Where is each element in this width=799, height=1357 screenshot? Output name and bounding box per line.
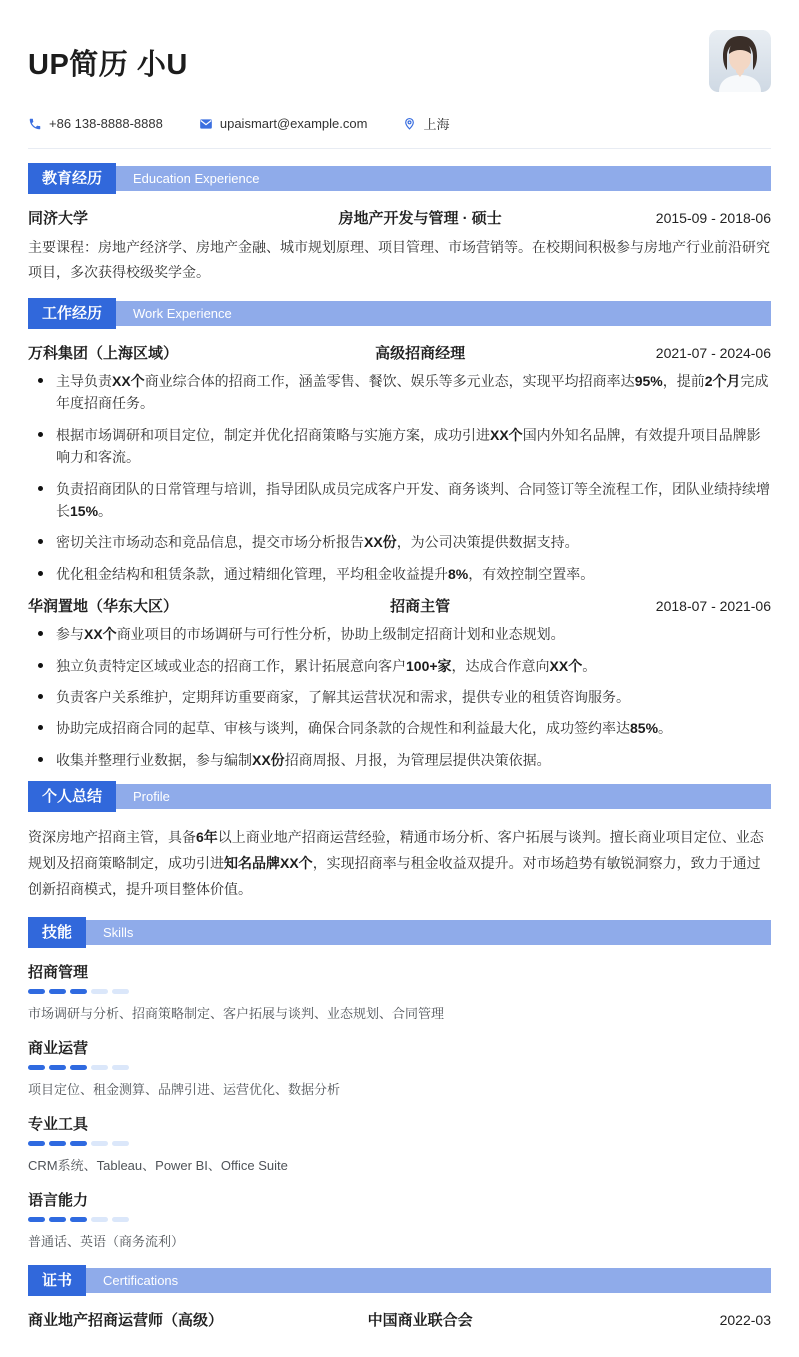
section-header-work: [28, 298, 771, 329]
skill-pill-empty: [91, 1217, 108, 1222]
job-entry-row: [28, 595, 771, 616]
skill-pill-filled: [49, 1065, 66, 1070]
resume-header: [28, 30, 771, 92]
education-entry-row: [28, 207, 771, 228]
bullet-dot: [38, 725, 43, 730]
job-bullet: [28, 717, 771, 739]
bullet-dot: [38, 378, 43, 383]
bullet-text: 收集并整理行业数据，参与编制XX份招商周报、月报，为管理层提供决策依据。: [56, 751, 551, 768]
skill-item: [28, 1037, 771, 1098]
bullet-dot: [38, 663, 43, 668]
section-title-zh: 证书: [28, 1265, 86, 1296]
skill-level-bar: [28, 1065, 771, 1070]
contact-location: [403, 114, 449, 133]
location-pin-icon: [403, 117, 416, 131]
bullet-dot: [38, 757, 43, 762]
certification-name: 商业地产招商运营师（高级）: [28, 1311, 224, 1329]
header-divider: [28, 148, 771, 149]
skill-item: [28, 1113, 771, 1174]
bullet-dot: [38, 631, 43, 636]
phone-number: +86 138-8888-8888: [49, 116, 163, 131]
degree-major: 房地产开发与管理 · 硕士: [338, 210, 502, 227]
bullet-dot: [38, 432, 43, 437]
phone-icon: [28, 117, 42, 131]
education-description: 主要课程：房地产经济学、房地产金融、城市规划原理、项目管理、市场营销等。在校期间积极参与房地产行业前沿研究项目，多次获得校级奖学金。: [28, 239, 770, 280]
bullet-text: 密切关注市场动态和竞品信息，提交市场分析报告XX份，为公司决策提供数据支持。: [56, 534, 579, 551]
bullet-dot: [38, 694, 43, 699]
skill-pill-filled: [70, 1217, 87, 1222]
skill-level-bar: [28, 989, 771, 994]
skill-pill-empty: [112, 1141, 129, 1146]
certification-row: [28, 1309, 771, 1330]
skill-pill-filled: [49, 1217, 66, 1222]
job-entry-row: [28, 342, 771, 363]
skill-pill-filled: [70, 1141, 87, 1146]
skill-name: 语言能力: [28, 1191, 89, 1209]
job-title: 招商主管: [390, 598, 451, 616]
job-dates: 2021-07 - 2024-06: [655, 345, 771, 361]
skill-item: [28, 1189, 771, 1250]
skill-pill-empty: [91, 989, 108, 994]
profile-summary: 资深房地产招商主管，具备6年以上商业地产招商运营经验，精通市场分析、客户拓展与谈判。擅长商业项目定位、业态规划及招商策略制定，成功引进知名品牌XX个，实现招商率与租金收益双提升。对市场趋势有敏锐洞察力，致力于通过创新招商模式，提升项目整体价值。: [28, 829, 764, 897]
work-body: [28, 342, 771, 771]
job-bullet-list: [28, 623, 771, 771]
section-title-en: Certifications: [86, 1268, 771, 1293]
bullet-text: 主导负责XX个商业综合体的招商工作，涵盖零售、餐饮、娱乐等多元业态，实现平均招商率达95%，提前2个月完成年度招商任务。: [56, 373, 769, 412]
skill-pill-filled: [70, 989, 87, 994]
section-title-zh: 技能: [28, 917, 86, 948]
skill-name: 招商管理: [28, 963, 89, 981]
skill-pill-filled: [28, 1141, 45, 1146]
skill-pill-empty: [112, 1065, 129, 1070]
contact-row: [28, 114, 771, 133]
education-body: [28, 207, 771, 284]
skill-pill-filled: [28, 1217, 45, 1222]
skill-description: CRM系统、Tableau、Power BI、Office Suite: [28, 1157, 288, 1173]
education-dates: 2015-09 - 2018-06: [655, 210, 771, 226]
skill-name: 商业运营: [28, 1039, 89, 1057]
section-title-en: Skills: [86, 920, 771, 945]
certifications-body: [28, 1309, 771, 1330]
bullet-dot: [38, 486, 43, 491]
section-title-zh: 工作经历: [28, 298, 116, 329]
candidate-name: UP简历 小U: [28, 49, 188, 81]
skill-level-bar: [28, 1217, 771, 1222]
job-bullet: [28, 749, 771, 771]
job-bullet: [28, 531, 771, 553]
job-bullet: [28, 686, 771, 708]
bullet-text: 根据市场调研和项目定位，制定并优化招商策略与实施方案，成功引进XX个国内外知名品牌，有效提升项目品牌影响力和客流。: [56, 426, 761, 466]
bullet-dot: [38, 571, 43, 576]
skill-item: [28, 961, 771, 1022]
skill-pill-empty: [112, 1217, 129, 1222]
job-bullet: [28, 478, 771, 523]
skill-pill-filled: [28, 989, 45, 994]
skill-pill-filled: [49, 1141, 66, 1146]
job-bullet: [28, 623, 771, 645]
section-title-zh: 个人总结: [28, 781, 116, 812]
bullet-text: 协助完成招商合同的起草、审核与谈判，确保合同条款的合规性和利益最大化，成功签约率达85%。: [56, 720, 673, 737]
job-bullet: [28, 563, 771, 585]
contact-phone: [28, 116, 163, 131]
section-header-education: [28, 163, 771, 194]
job-bullet: [28, 655, 771, 677]
skill-description: 市场调研与分析、招商策略制定、客户拓展与谈判、业态规划、合同管理: [28, 1005, 445, 1021]
email-address: upaismart@example.com: [219, 116, 368, 131]
certification-date: 2022-03: [719, 1311, 771, 1328]
location-text: 上海: [423, 117, 450, 132]
section-title-zh: 教育经历: [28, 163, 116, 194]
issuing-organization: 中国商业联合会: [367, 1311, 473, 1329]
envelope-icon: [199, 117, 213, 131]
avatar-illustration: [709, 30, 771, 92]
bullet-dot: [38, 539, 43, 544]
skill-pill-filled: [28, 1065, 45, 1070]
company-name: 华润置地（华东大区）: [28, 598, 179, 616]
section-title-en: Work Experience: [116, 301, 771, 326]
skill-pill-filled: [49, 989, 66, 994]
skills-body: [28, 961, 771, 1250]
bullet-text: 独立负责特定区域或业态的招商工作，累计拓展意向客户100+家，达成合作意向XX个。: [56, 657, 597, 674]
skill-level-bar: [28, 1141, 771, 1146]
profile-photo: [709, 30, 771, 92]
section-header-skills: [28, 917, 771, 948]
job-dates: 2018-07 - 2021-06: [655, 598, 771, 615]
bullet-text: 负责招商团队的日常管理与培训，指导团队成员完成客户开发、商务谈判、合同签订等全流程工作，团队业绩持续增长15%。: [56, 480, 770, 519]
job-title: 高级招商经理: [375, 345, 466, 362]
skill-name: 专业工具: [28, 1115, 89, 1133]
bullet-text: 参与XX个商业项目的市场调研与可行性分析，协助上级制定招商计划和业态规划。: [56, 626, 565, 643]
school-name: 同济大学: [28, 210, 89, 227]
bullet-text: 优化租金结构和租赁条款，通过精细化管理，平均租金收益提升8%，有效控制空置率。: [56, 565, 595, 582]
skill-pill-empty: [112, 989, 129, 994]
skill-description: 普通话、英语（商务流利）: [28, 1233, 185, 1249]
skill-pill-empty: [91, 1065, 108, 1070]
job-bullet: [28, 370, 771, 415]
bullet-text: 负责客户关系维护，定期拜访重要商家，了解其运营状况和需求，提供专业的租赁咨询服务。: [56, 688, 630, 705]
section-title-en: Education Experience: [116, 166, 771, 191]
section-title-en: Profile: [116, 784, 771, 809]
section-header-profile: [28, 781, 771, 812]
job-bullet: [28, 424, 771, 469]
skill-description: 项目定位、租金测算、品牌引进、运营优化、数据分析: [28, 1081, 341, 1097]
skill-pill-filled: [70, 1065, 87, 1070]
contact-email: [199, 116, 368, 131]
job-bullet-list: [28, 370, 771, 585]
skill-pill-empty: [91, 1141, 108, 1146]
section-header-certifications: [28, 1265, 771, 1296]
company-name: 万科集团（上海区域）: [28, 345, 179, 362]
